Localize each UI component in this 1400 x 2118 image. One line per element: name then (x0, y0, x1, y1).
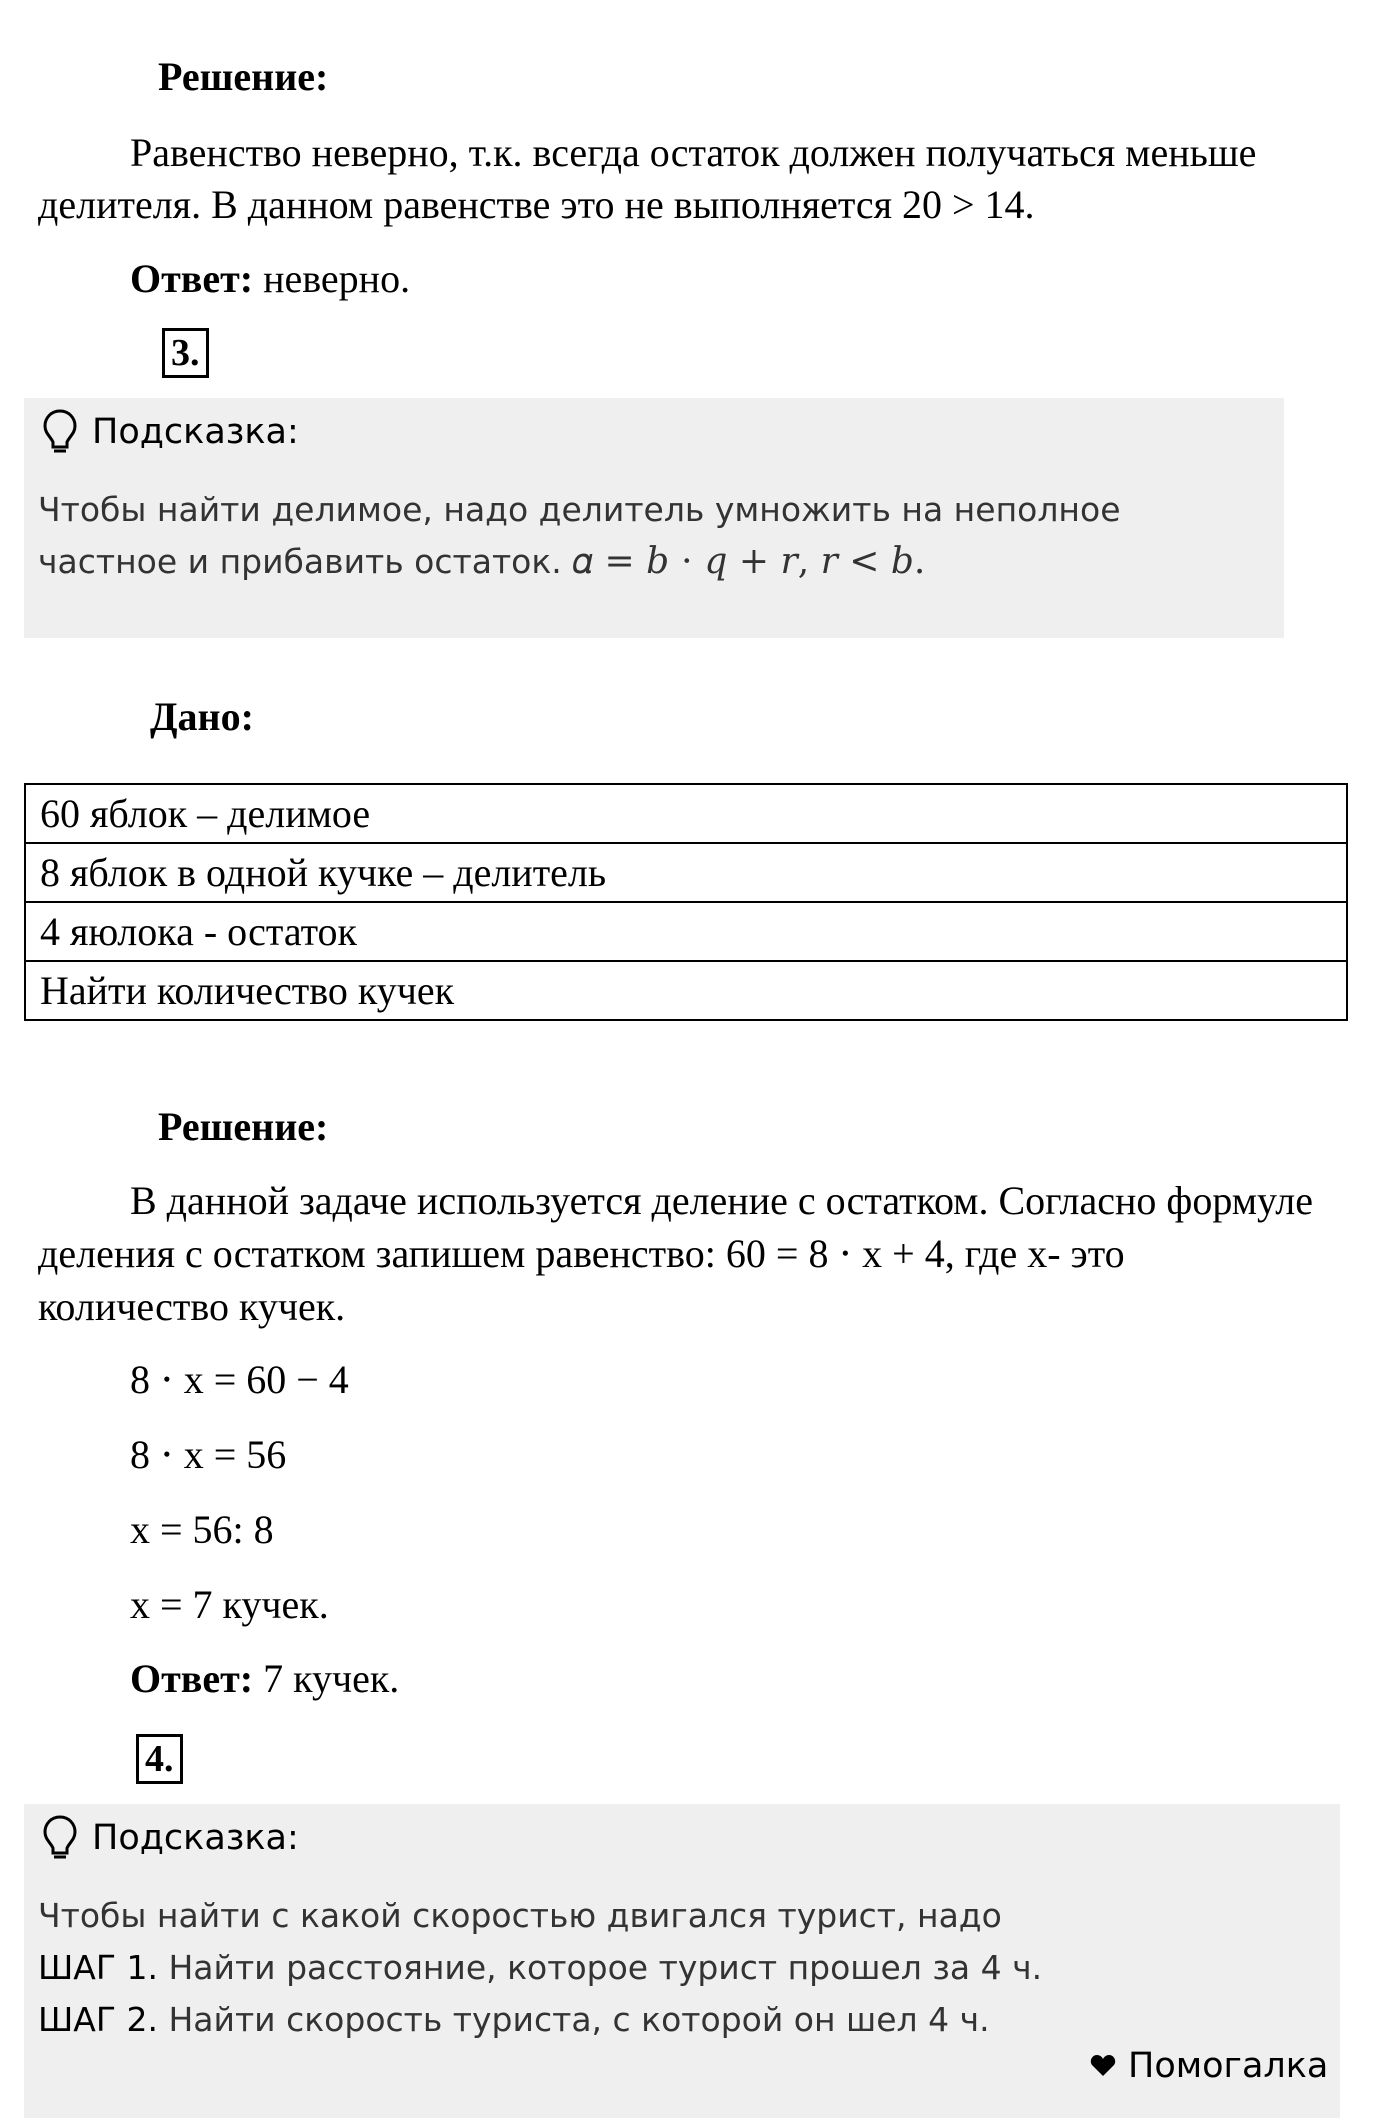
answer-label: Ответ: (130, 256, 254, 301)
heart-icon (1090, 2054, 1116, 2078)
table-cell: 8 яблок в одной кучке – делитель (25, 843, 1347, 902)
table-cell: 60 яблок – делимое (25, 784, 1347, 843)
step-text: Найти расстояние, которое турист прошел за 4 ч. (157, 1948, 1043, 1987)
table-row (25, 902, 1347, 961)
table-cell: 4 яюлока - остаток (25, 902, 1347, 961)
given-table (24, 783, 1348, 1021)
solution-text-line-1: Равенство неверно, т.к. всегда остаток должен получаться меньше (130, 130, 1257, 175)
answer-label: Ответ: (130, 1656, 254, 1701)
hint-title-3: Подсказка: (92, 412, 299, 452)
lightbulb-icon (42, 408, 78, 456)
hint-title-4: Подсказка: (92, 1818, 299, 1858)
solution-heading-3: Решение: (158, 1104, 329, 1149)
solution-heading-1: Решение: (158, 54, 329, 99)
table-cell: Найти количество кучек (25, 961, 1347, 1020)
hint-step-1 (38, 1942, 1042, 1994)
hint-text-3-line-2 (38, 536, 925, 588)
equation-step-3: x = 56: 8 (130, 1507, 274, 1552)
hint-text-3-line-2-text: частное и прибавить остаток. (38, 542, 573, 581)
given-heading: Дано: (150, 694, 254, 739)
lightbulb-icon (42, 1814, 78, 1862)
step-label: ШАГ 1. (38, 1948, 158, 1987)
equation-step-4: x = 7 кучек. (130, 1582, 329, 1627)
solution-3-line-1: В данной задаче используется деление с остатком. Согласно формуле (130, 1178, 1314, 1223)
step-text: Найти скорость туриста, с которой он шел 4 ч. (157, 2000, 990, 2039)
task-number-3: 3. (162, 328, 209, 378)
equation-step-1: 8 ⋅ x = 60 − 4 (130, 1357, 349, 1402)
solution-3-line-3: количество кучек. (38, 1284, 346, 1329)
task-number-4: 4. (136, 1734, 183, 1784)
answer-value: неверно. (253, 256, 411, 301)
solution-3-line-2: деления с остатком запишем равенство: 60 = 8 ⋅ x + 4, где x- это (38, 1231, 1125, 1276)
step-label: ШАГ 2. (38, 2000, 158, 2039)
answer-1 (130, 252, 410, 305)
solution-text-line-2: делителя. В данном равенстве это не выполняется 20 > 14. (38, 182, 1035, 227)
answer-value: 7 кучек. (253, 1656, 400, 1701)
hint-text-3-line-1: Чтобы найти делимое, надо делитель умножить на неполное (38, 490, 1121, 529)
table-row (25, 843, 1347, 902)
hint-step-2 (38, 1994, 990, 2046)
answer-3 (130, 1652, 399, 1705)
table-row (25, 784, 1347, 843)
table-row (25, 961, 1347, 1020)
hint-formula: 𝛼 = 𝑏 ⋅ 𝑞 + 𝑟, 𝑟 < 𝑏. (572, 541, 926, 582)
hint-text-4-line-1: Чтобы найти с какой скоростью двигался турист, надо (38, 1896, 1002, 1935)
equation-step-2: 8 ⋅ x = 56 (130, 1432, 287, 1477)
brand-logo-text: Помогалка (1128, 2046, 1329, 2086)
